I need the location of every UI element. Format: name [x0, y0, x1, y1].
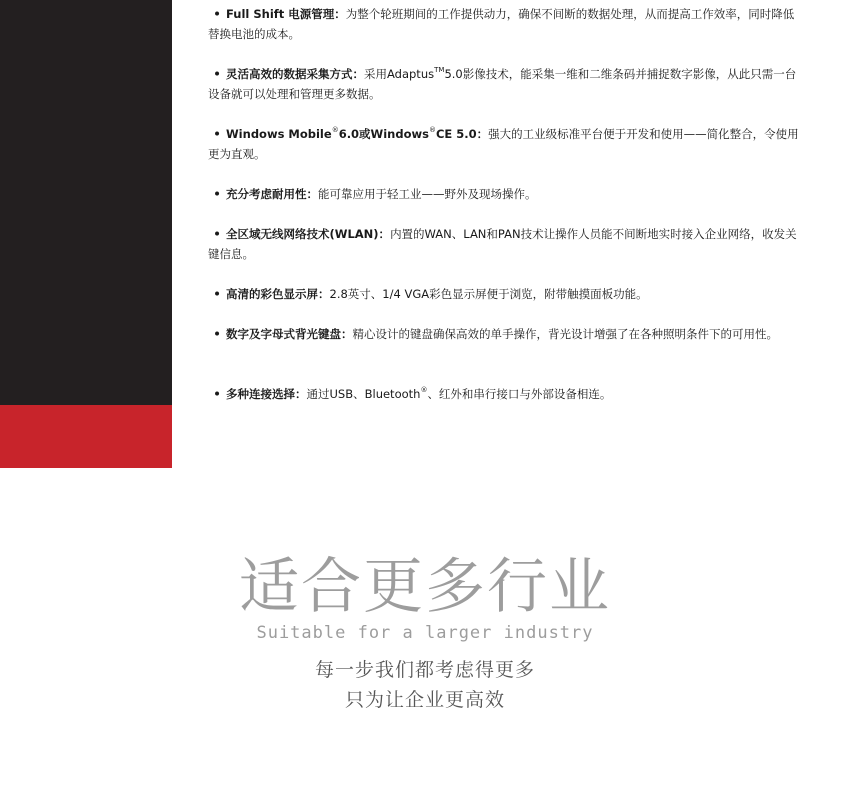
registered-mark: ®	[420, 386, 428, 394]
feature-title: Full Shift 电源管理：	[226, 7, 346, 21]
registered-mark: ®	[428, 126, 436, 134]
bullet-icon: •	[213, 387, 221, 401]
industry-section	[0, 468, 850, 792]
left-dark-panel	[0, 0, 172, 405]
feature-item-display	[208, 284, 804, 304]
section-title: 适合更多行业	[239, 552, 611, 622]
feature-description: 精心设计的键盘确保高效的单手操作，背光设计增强了在各种照明条件下的可用性。	[352, 327, 778, 341]
feature-description-cont: 、红外和串行接口与外部设备相连。	[427, 387, 612, 401]
trademark-mark: TM	[434, 66, 445, 74]
bullet-icon: •	[213, 327, 221, 341]
bullet-icon: •	[213, 67, 221, 81]
feature-description: 通过USB、Bluetooth	[306, 387, 421, 401]
feature-description: 能可靠应用于轻工业——野外及现场操作。	[318, 187, 537, 201]
feature-title: 多种连接选择：	[226, 387, 307, 401]
left-red-accent-bar	[0, 405, 172, 468]
registered-mark: ®	[331, 126, 339, 134]
bullet-icon: •	[213, 127, 221, 141]
feature-title: 全区域无线网络技术(WLAN)：	[226, 227, 391, 241]
section-subtitle: Suitable for a larger industry	[256, 623, 594, 643]
feature-description-cont: 5.0影像技术，能采集一维和二维条码并捕捉数字影像，从此只需一台设备就可以处理和管理更多数据。	[208, 67, 797, 101]
bullet-icon: •	[213, 287, 221, 301]
feature-item-wlan	[208, 224, 804, 264]
feature-item-os	[208, 124, 804, 164]
feature-description: 强大的工业级标准平台便于开发和使用——简化整合，令使用更为直观。	[208, 127, 799, 161]
feature-description: 2.8英寸、1/4 VGA彩色显示屏便于浏览，附带触摸面板功能。	[329, 287, 648, 301]
feature-item-connectivity	[208, 384, 804, 404]
feature-title: 高清的彩色显示屏：	[226, 287, 330, 301]
tagline-line-2: 只为让企业更高效	[344, 689, 505, 711]
feature-title: 灵活高效的数据采集方式：	[226, 67, 364, 81]
feature-description: 采用Adaptus	[364, 67, 435, 81]
feature-item-capture	[208, 64, 804, 104]
tagline-line-1: 每一步我们都考虑得更多	[314, 659, 535, 681]
bullet-icon: •	[213, 7, 221, 21]
feature-description: 为整个轮班期间的工作提供动力，确保不间断的数据处理，从而提高工作效率，同时降低替换电池的成本。	[208, 7, 795, 41]
feature-title: 充分考虑耐用性：	[226, 187, 318, 201]
feature-title: Windows Mobile	[226, 127, 332, 141]
feature-description: 内置的WAN、LAN和PAN技术让操作人员能不间断地实时接入企业网络，收发关键信息。	[208, 227, 797, 261]
feature-item-power	[208, 4, 804, 44]
feature-item-durability	[208, 184, 804, 204]
feature-title: 数字及字母式背光键盘：	[226, 327, 353, 341]
bullet-icon: •	[213, 187, 221, 201]
feature-title-end: CE 5.0：	[435, 127, 489, 141]
bullet-icon: •	[213, 227, 221, 241]
feature-title-cont: 6.0或Windows	[338, 127, 429, 141]
feature-item-keypad	[208, 324, 804, 344]
